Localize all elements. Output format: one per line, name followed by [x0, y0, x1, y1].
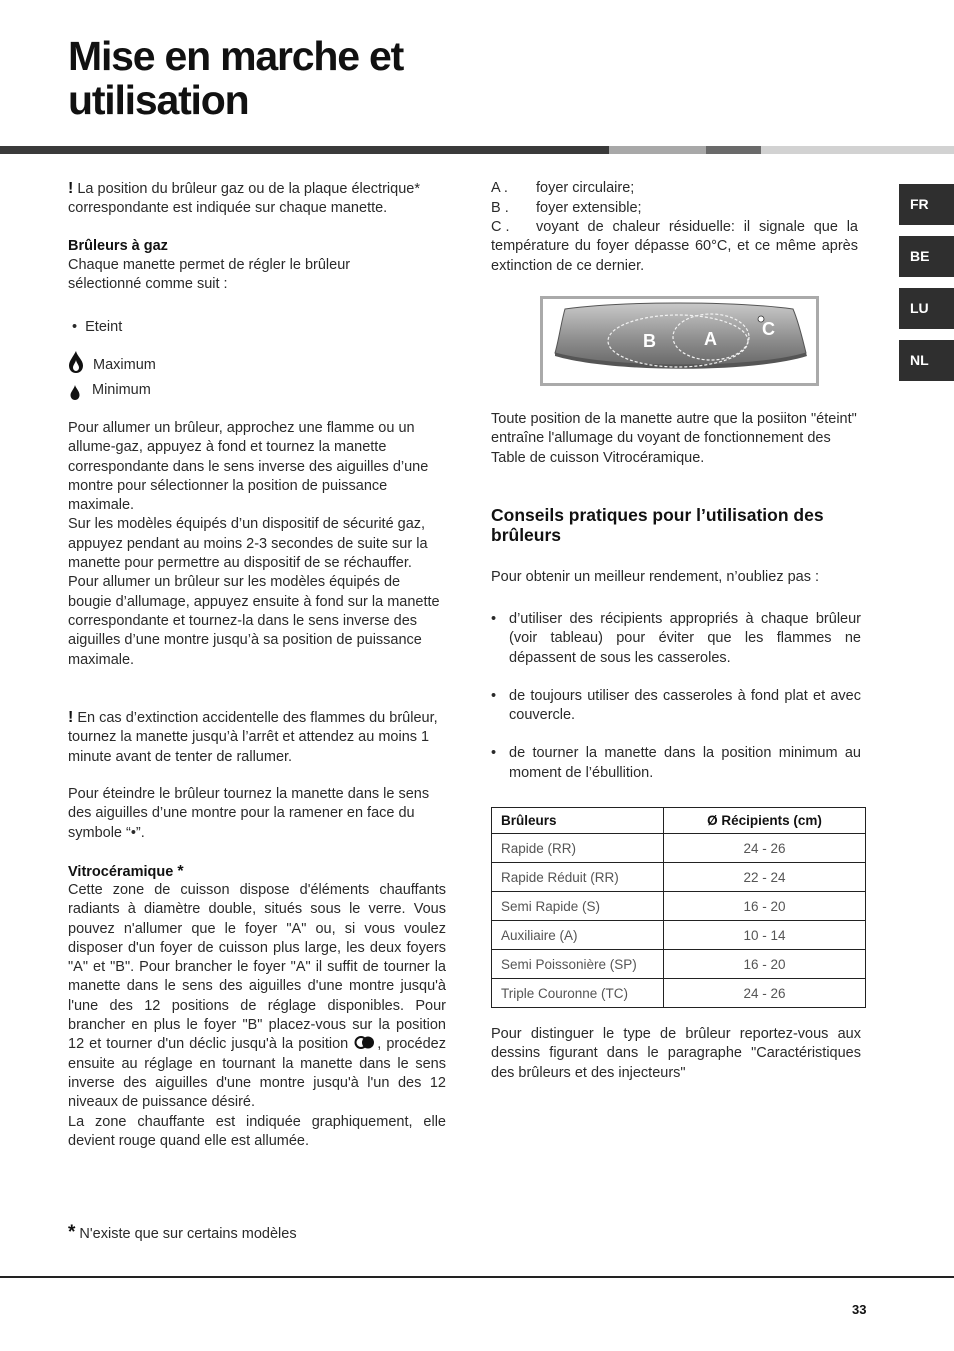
table-row [492, 863, 866, 892]
language-tab-fr[interactable]: FR [899, 184, 954, 225]
conseils-list [491, 610, 861, 783]
warning-position [68, 179, 446, 219]
header-rule-light [609, 146, 706, 154]
vitro-asterisk: * [177, 863, 184, 880]
header-rule-mid [706, 146, 761, 154]
language-tab-be[interactable]: BE [899, 236, 954, 277]
footnote-text: N'existe que sur certains modèles [75, 1226, 297, 1242]
vitro-heading-text: Vitrocéramique [68, 864, 174, 880]
legend-text-c: voyant de chaleur résiduelle: il signale que la température du foyer dépasse 60°C, et ce même après extinction de ce dernier. [491, 219, 858, 274]
footnote-asterisk: * [68, 1222, 76, 1243]
table-cell-diameter: 24 - 26 [664, 834, 866, 863]
allumer-text: Pour allumer un brûleur, approchez une flamme ou un allume-gaz, appuyez à fond et tournez la manette correspondante dans le sens inverse des aiguilles d’une montre pour sélectionner la position de puissance maximale. Sur les modèles équipés d’un dispositif de sécurité gaz, appuyez pendant au moins 2-3 secondes de suite sur la manette pour permettre au dispositif de se réchauffer. Pour allumer un brûleur sur les modèles équipés de bougie d’allumage, appuyez ensuite à fond sur la manette correspondante et tournez-la dans le sens inverse des aiguilles d’une montre jusqu’à sa position de puissance maximale. [68, 420, 440, 668]
page-title [68, 34, 403, 122]
legend-item-c [491, 218, 858, 276]
page-title-line2: utilisation [68, 77, 249, 123]
table-cell-diameter: 10 - 14 [664, 921, 866, 950]
table-cell-burner: Semi Rapide (S) [492, 892, 664, 921]
vitro-text [68, 881, 446, 1151]
warning-extinction-text: En cas d’extinction accidentelle des flammes du brûleur, tournez la manette jusqu’à l’arrêt et attendez au moins 1 minute avant de tenter de rallumer. [68, 710, 438, 765]
table-row [492, 834, 866, 863]
legend-key-c: C . [491, 219, 510, 235]
language-tab-lu[interactable]: LU [899, 288, 954, 329]
list-item: • de tourner la manette dans la position minimum au moment de l’ébullition. [491, 744, 861, 783]
position-text: Toute position de la manette autre que la posiiton "éteint" entraîne l'allumage du voyant de fonctionnement des Table de cuisson Vitrocéramique. [491, 411, 857, 466]
page-number: 33 [852, 1302, 867, 1317]
table-header-burner: Brûleurs [492, 808, 664, 834]
footer-rule [0, 1276, 954, 1278]
vitro-heading [68, 862, 184, 882]
diagram-label-c: C [762, 319, 775, 339]
table-cell-burner: Triple Couronne (TC) [492, 979, 664, 1008]
position-max-label: Maximum [93, 357, 156, 373]
warning-mark: ! [68, 709, 74, 726]
warning-position-text: La position du brûleur gaz ou de la plaque électrique* correspondante est indiquée sur chaque manette. [68, 181, 420, 217]
table-row [492, 892, 866, 921]
legend-text-a: foyer circulaire; [536, 180, 635, 196]
legend-key-a: A . [491, 180, 508, 196]
language-tab-nl[interactable]: NL [899, 340, 954, 381]
table-cell-burner: Rapide Réduit (RR) [492, 863, 664, 892]
double-zone-icon [354, 1036, 376, 1049]
header-rule-dark [0, 146, 609, 154]
hob-illustration [543, 299, 816, 383]
table-cell-burner: Semi Poissonière (SP) [492, 950, 664, 979]
list-item: • de toujours utiliser des casseroles à fond plat et avec couvercle. [491, 687, 861, 726]
table-row [492, 950, 866, 979]
flame-max-icon [68, 351, 84, 373]
list-item: • d’utiliser des récipients appropriés à chaque brûleur (voir tableau) pour éviter que les flammes ne dépassent de sous les casseroles. [491, 610, 861, 668]
table-cell-diameter: 16 - 20 [664, 892, 866, 921]
table-cell-diameter: 24 - 26 [664, 979, 866, 1008]
vitro-text-part1: Cette zone de cuisson dispose d'éléments chauffants radiants à diamètre double, situés sous le verre. Vous pouvez n'allumer que le foyer "A" ou, si vous voulez disposer d'un foyer de cuisson plus large, les deux foyers "A" et "B". Pour brancher le foyer "A" il suffit de tourner la manette dans le sens des aiguilles d'une montre jusqu'à l'une des 12 positions de réglage disponibles. Pour brancher en plus le foyer "B" placez-vous sur la position 12 et tourner d'un déclic jusqu'à la position [68, 882, 446, 1053]
dot-icon: • [72, 319, 78, 335]
legend-text-b: foyer extensible; [536, 200, 642, 216]
page-title-line1: Mise en marche et [68, 33, 404, 79]
eteindre-text: Pour éteindre le brûleur tournez la manette dans le sens des aiguilles d’une montre pour la ramener en face du symbole “•”. [68, 786, 430, 841]
table-cell-diameter: 22 - 24 [664, 863, 866, 892]
flame-min-icon [70, 385, 80, 400]
closing-text: Pour distinguer le type de brûleur reportez-vous aux dessins figurant dans le paragraphe "Caractéristiques des brûleurs et des injecteurs" [491, 1026, 861, 1081]
position-min-label: Minimum [92, 382, 151, 398]
burner-table [491, 807, 866, 1008]
table-header-row [492, 808, 866, 834]
table-row [492, 921, 866, 950]
conseils-intro: Pour obtenir un meilleur rendement, n’oubliez pas : [491, 569, 820, 585]
gaz-heading: Brûleurs à gaz [68, 238, 168, 254]
conseils-heading: Conseils pratiques pour l’utilisation des brûleurs [491, 505, 824, 545]
gaz-intro: Chaque manette permet de régler le brûleur sélectionné comme suit : [68, 257, 351, 293]
position-off-label: Eteint [85, 319, 123, 335]
position-off [72, 318, 122, 337]
table-cell-diameter: 16 - 20 [664, 950, 866, 979]
hob-diagram [540, 296, 819, 386]
diagram-label-b: B [643, 331, 656, 351]
table-header-diameter: Ø Récipients (cm) [664, 808, 866, 834]
header-rule-pale [761, 146, 954, 154]
warning-mark: ! [68, 180, 74, 197]
table-cell-burner: Rapide (RR) [492, 834, 664, 863]
diagram-label-a: A [704, 329, 717, 349]
legend-key-b: B . [491, 200, 509, 216]
table-row [492, 979, 866, 1008]
vitro-text-part2: , procédez ensuite au réglage en tournant la manette dans le sens inverse des aiguilles d'une montre jusqu'à l'un des 12 niveaux de puissance désiré. La zone chauffante est indiquée graphiquement, elle devient rouge quand elle est allumée. [68, 1036, 446, 1149]
footnote [68, 1223, 297, 1244]
warning-extinction [68, 708, 446, 767]
table-cell-burner: Auxiliaire (A) [492, 921, 664, 950]
